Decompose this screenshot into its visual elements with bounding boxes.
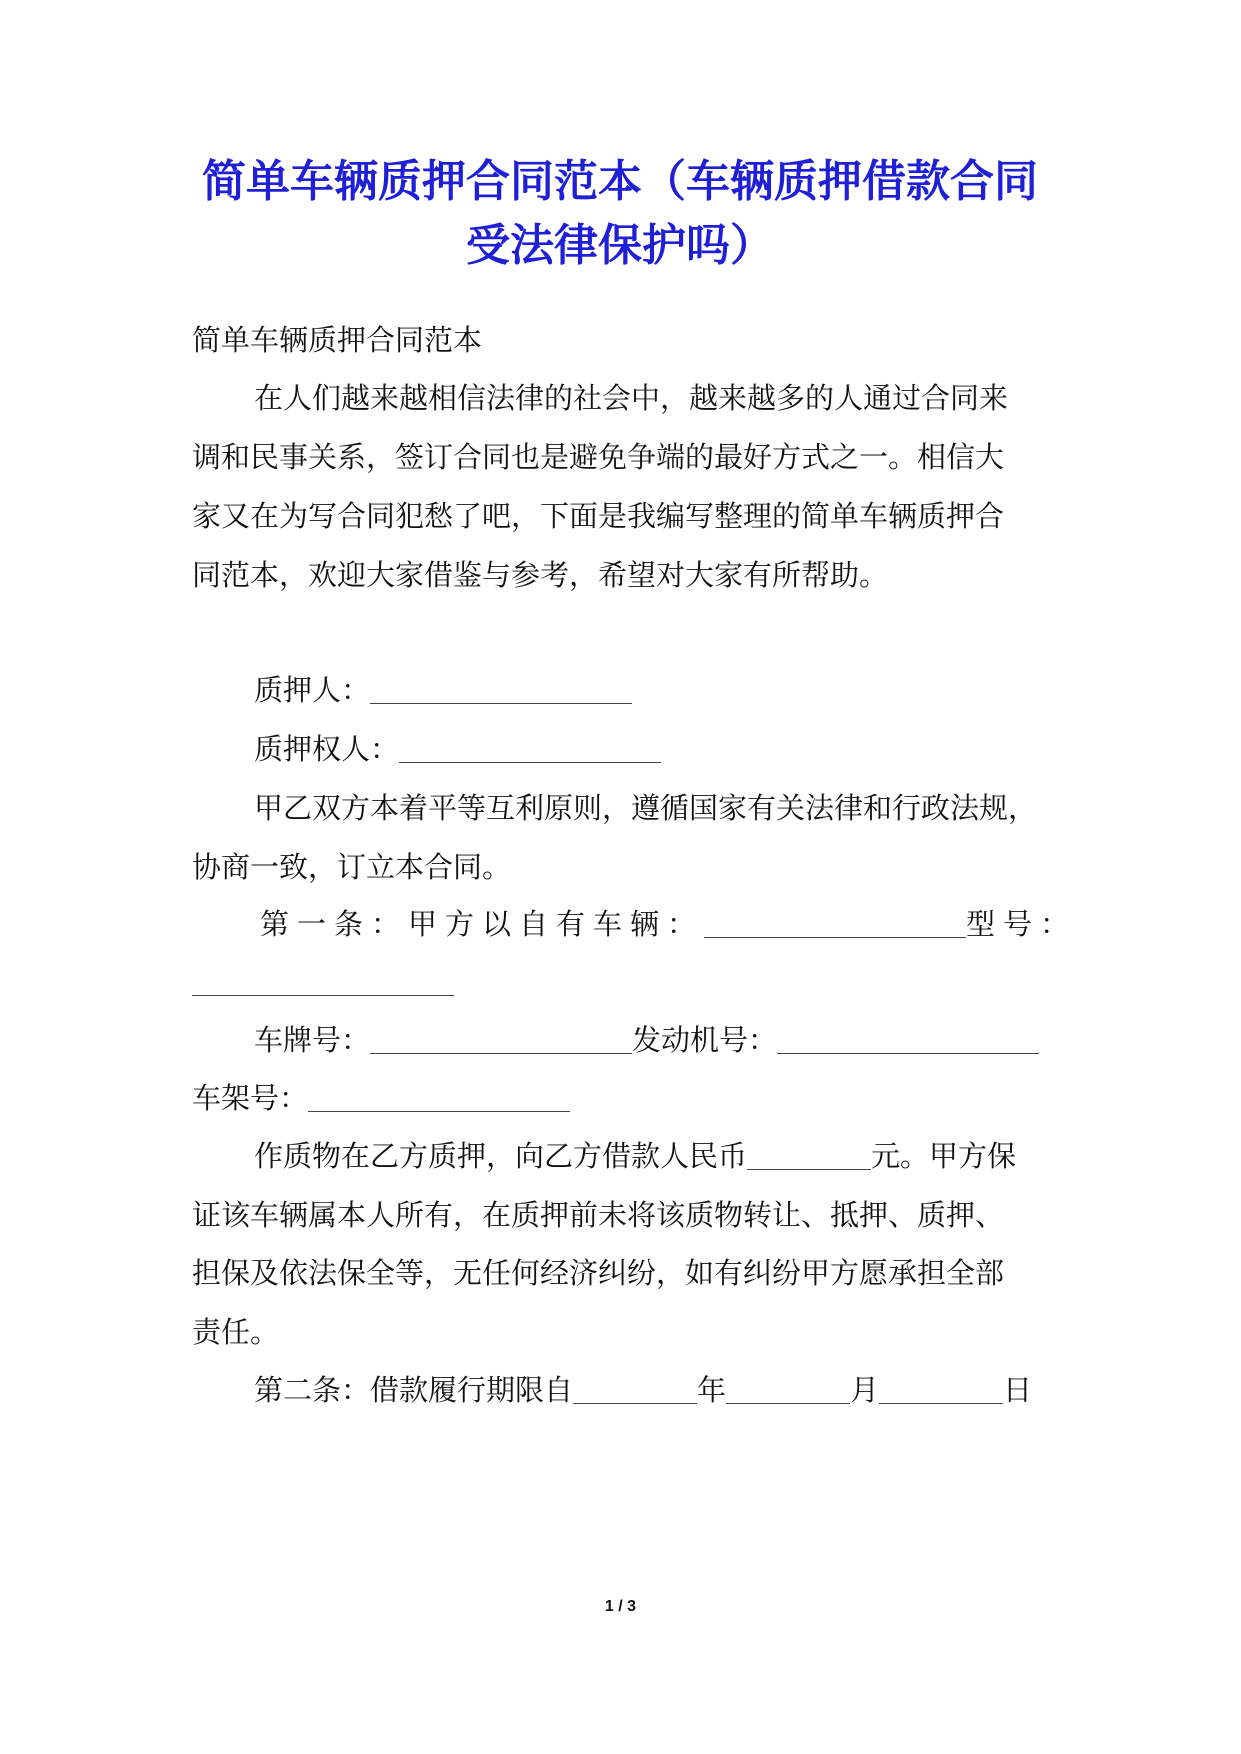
- article2-lead: 第二条：借款履行期限自: [254, 1373, 574, 1407]
- pledgor-blank[interactable]: [370, 674, 632, 704]
- article1-body-line-2: 证该车辆属本人所有，在质押前未将该质物转让、抵押、质押、: [192, 1198, 1005, 1232]
- plate-label: 车牌号：: [254, 1023, 371, 1057]
- plate-engine-line: [254, 1020, 1039, 1060]
- section-subtitle: 简单车辆质押合同范本: [192, 323, 483, 357]
- article1-body-line-1: [254, 1136, 1016, 1176]
- intro-line-1: 在人们越来越相信法律的社会中，越来越多的人通过合同来: [254, 381, 1009, 415]
- vehicle-blank[interactable]: [704, 908, 966, 938]
- intro-line-3: 家又在为写合同犯愁了吧，下面是我编写整理的简单车辆质押合: [192, 499, 1005, 533]
- article2-line: [254, 1370, 1032, 1410]
- article1-body-line-3: 担保及依法保全等，无任何经济纠纷，如有纠纷甲方愿承担全部: [192, 1256, 1005, 1290]
- article1-lead: 第一条：甲方以自有车辆：: [260, 907, 705, 941]
- frame-line: [192, 1078, 570, 1118]
- pledgor-label: 质押人：: [254, 673, 371, 707]
- model-label: 型号：: [966, 907, 1078, 941]
- pledgee-line: [254, 729, 661, 769]
- month-blank[interactable]: [726, 1374, 850, 1404]
- day-blank[interactable]: [879, 1374, 1003, 1404]
- article1-line: [260, 904, 1077, 944]
- document-title-line-2: 受法律保护吗）: [466, 220, 774, 271]
- engine-label: 发动机号：: [632, 1023, 778, 1057]
- loan-amount-blank[interactable]: [747, 1140, 871, 1170]
- engine-blank[interactable]: [777, 1024, 1039, 1054]
- month-label: 月: [850, 1373, 880, 1407]
- intro-line-2: 调和民事关系，签订合同也是避免争端的最好方式之一。相信大: [192, 440, 1005, 474]
- year-label: 年: [697, 1373, 727, 1407]
- model-blank[interactable]: [192, 966, 454, 996]
- pledgee-label: 质押权人：: [254, 732, 400, 766]
- frame-label: 车架号：: [192, 1081, 309, 1115]
- page-number: 1 / 3: [604, 1598, 637, 1615]
- intro-line-4: 同范本，欢迎大家借鉴与参考，希望对大家有所帮助。: [192, 558, 889, 592]
- article1-body-line-4: 责任。: [192, 1315, 280, 1349]
- document-title-line-1: 简单车辆质押合同范本（车辆质押借款合同: [202, 156, 1038, 207]
- pledgor-line: [254, 670, 632, 710]
- loan-text: 作质物在乙方质押，向乙方借款人民币: [254, 1139, 748, 1173]
- yuan-text: 元。甲方保: [871, 1139, 1017, 1173]
- frame-blank[interactable]: [308, 1082, 570, 1112]
- day-label: 日: [1003, 1373, 1033, 1407]
- plate-blank[interactable]: [370, 1024, 632, 1054]
- year-blank[interactable]: [573, 1374, 697, 1404]
- principle-line-1: 甲乙双方本着平等互利原则，遵循国家有关法律和行政法规，: [254, 791, 1038, 825]
- pledgee-blank[interactable]: [399, 733, 661, 763]
- principle-line-2: 协商一致，订立本合同。: [192, 850, 512, 884]
- model-blank-line: [192, 962, 454, 1002]
